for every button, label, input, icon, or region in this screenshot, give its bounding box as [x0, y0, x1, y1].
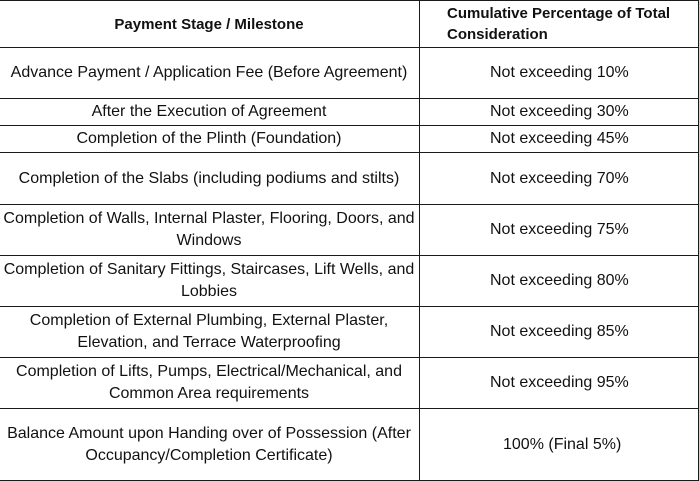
- table-row: [0, 358, 699, 409]
- stage-cell: Balance Amount upon Handing over of Possession (After Occupancy/Completion Certificate): [0, 409, 420, 481]
- table-row: [0, 307, 699, 358]
- stage-cell: Completion of External Plumbing, External Plaster, Elevation, and Terrace Waterproofing: [0, 307, 420, 358]
- percentage-cell: Not exceeding 75%: [420, 205, 699, 256]
- percentage-cell: Not exceeding 45%: [420, 126, 699, 153]
- percentage-cell: Not exceeding 70%: [420, 153, 699, 205]
- percentage-cell: Not exceeding 30%: [420, 99, 699, 126]
- header-stage: Payment Stage / Milestone: [0, 1, 420, 48]
- table-row: [0, 99, 699, 126]
- stage-cell: Completion of Lifts, Pumps, Electrical/Mechanical, and Common Area requirements: [0, 358, 420, 409]
- table-row: [0, 205, 699, 256]
- percentage-cell: Not exceeding 80%: [420, 256, 699, 307]
- table-row: [0, 409, 699, 481]
- table-row: [0, 153, 699, 205]
- header-percentage: Cumulative Percentage of Total Consideration: [420, 1, 699, 48]
- header-row: [0, 1, 699, 48]
- percentage-cell: Not exceeding 85%: [420, 307, 699, 358]
- stage-cell: Advance Payment / Application Fee (Before Agreement): [0, 48, 420, 99]
- stage-cell: Completion of Sanitary Fittings, Staircases, Lift Wells, and Lobbies: [0, 256, 420, 307]
- stage-cell: Completion of Walls, Internal Plaster, Flooring, Doors, and Windows: [0, 205, 420, 256]
- table-row: [0, 126, 699, 153]
- percentage-cell: Not exceeding 10%: [420, 48, 699, 99]
- stage-cell: After the Execution of Agreement: [0, 99, 420, 126]
- stage-cell: Completion of the Slabs (including podiums and stilts): [0, 153, 420, 205]
- percentage-cell: 100% (Final 5%): [420, 409, 699, 481]
- percentage-cell: Not exceeding 95%: [420, 358, 699, 409]
- table-row: [0, 48, 699, 99]
- table-row: [0, 256, 699, 307]
- stage-cell: Completion of the Plinth (Foundation): [0, 126, 420, 153]
